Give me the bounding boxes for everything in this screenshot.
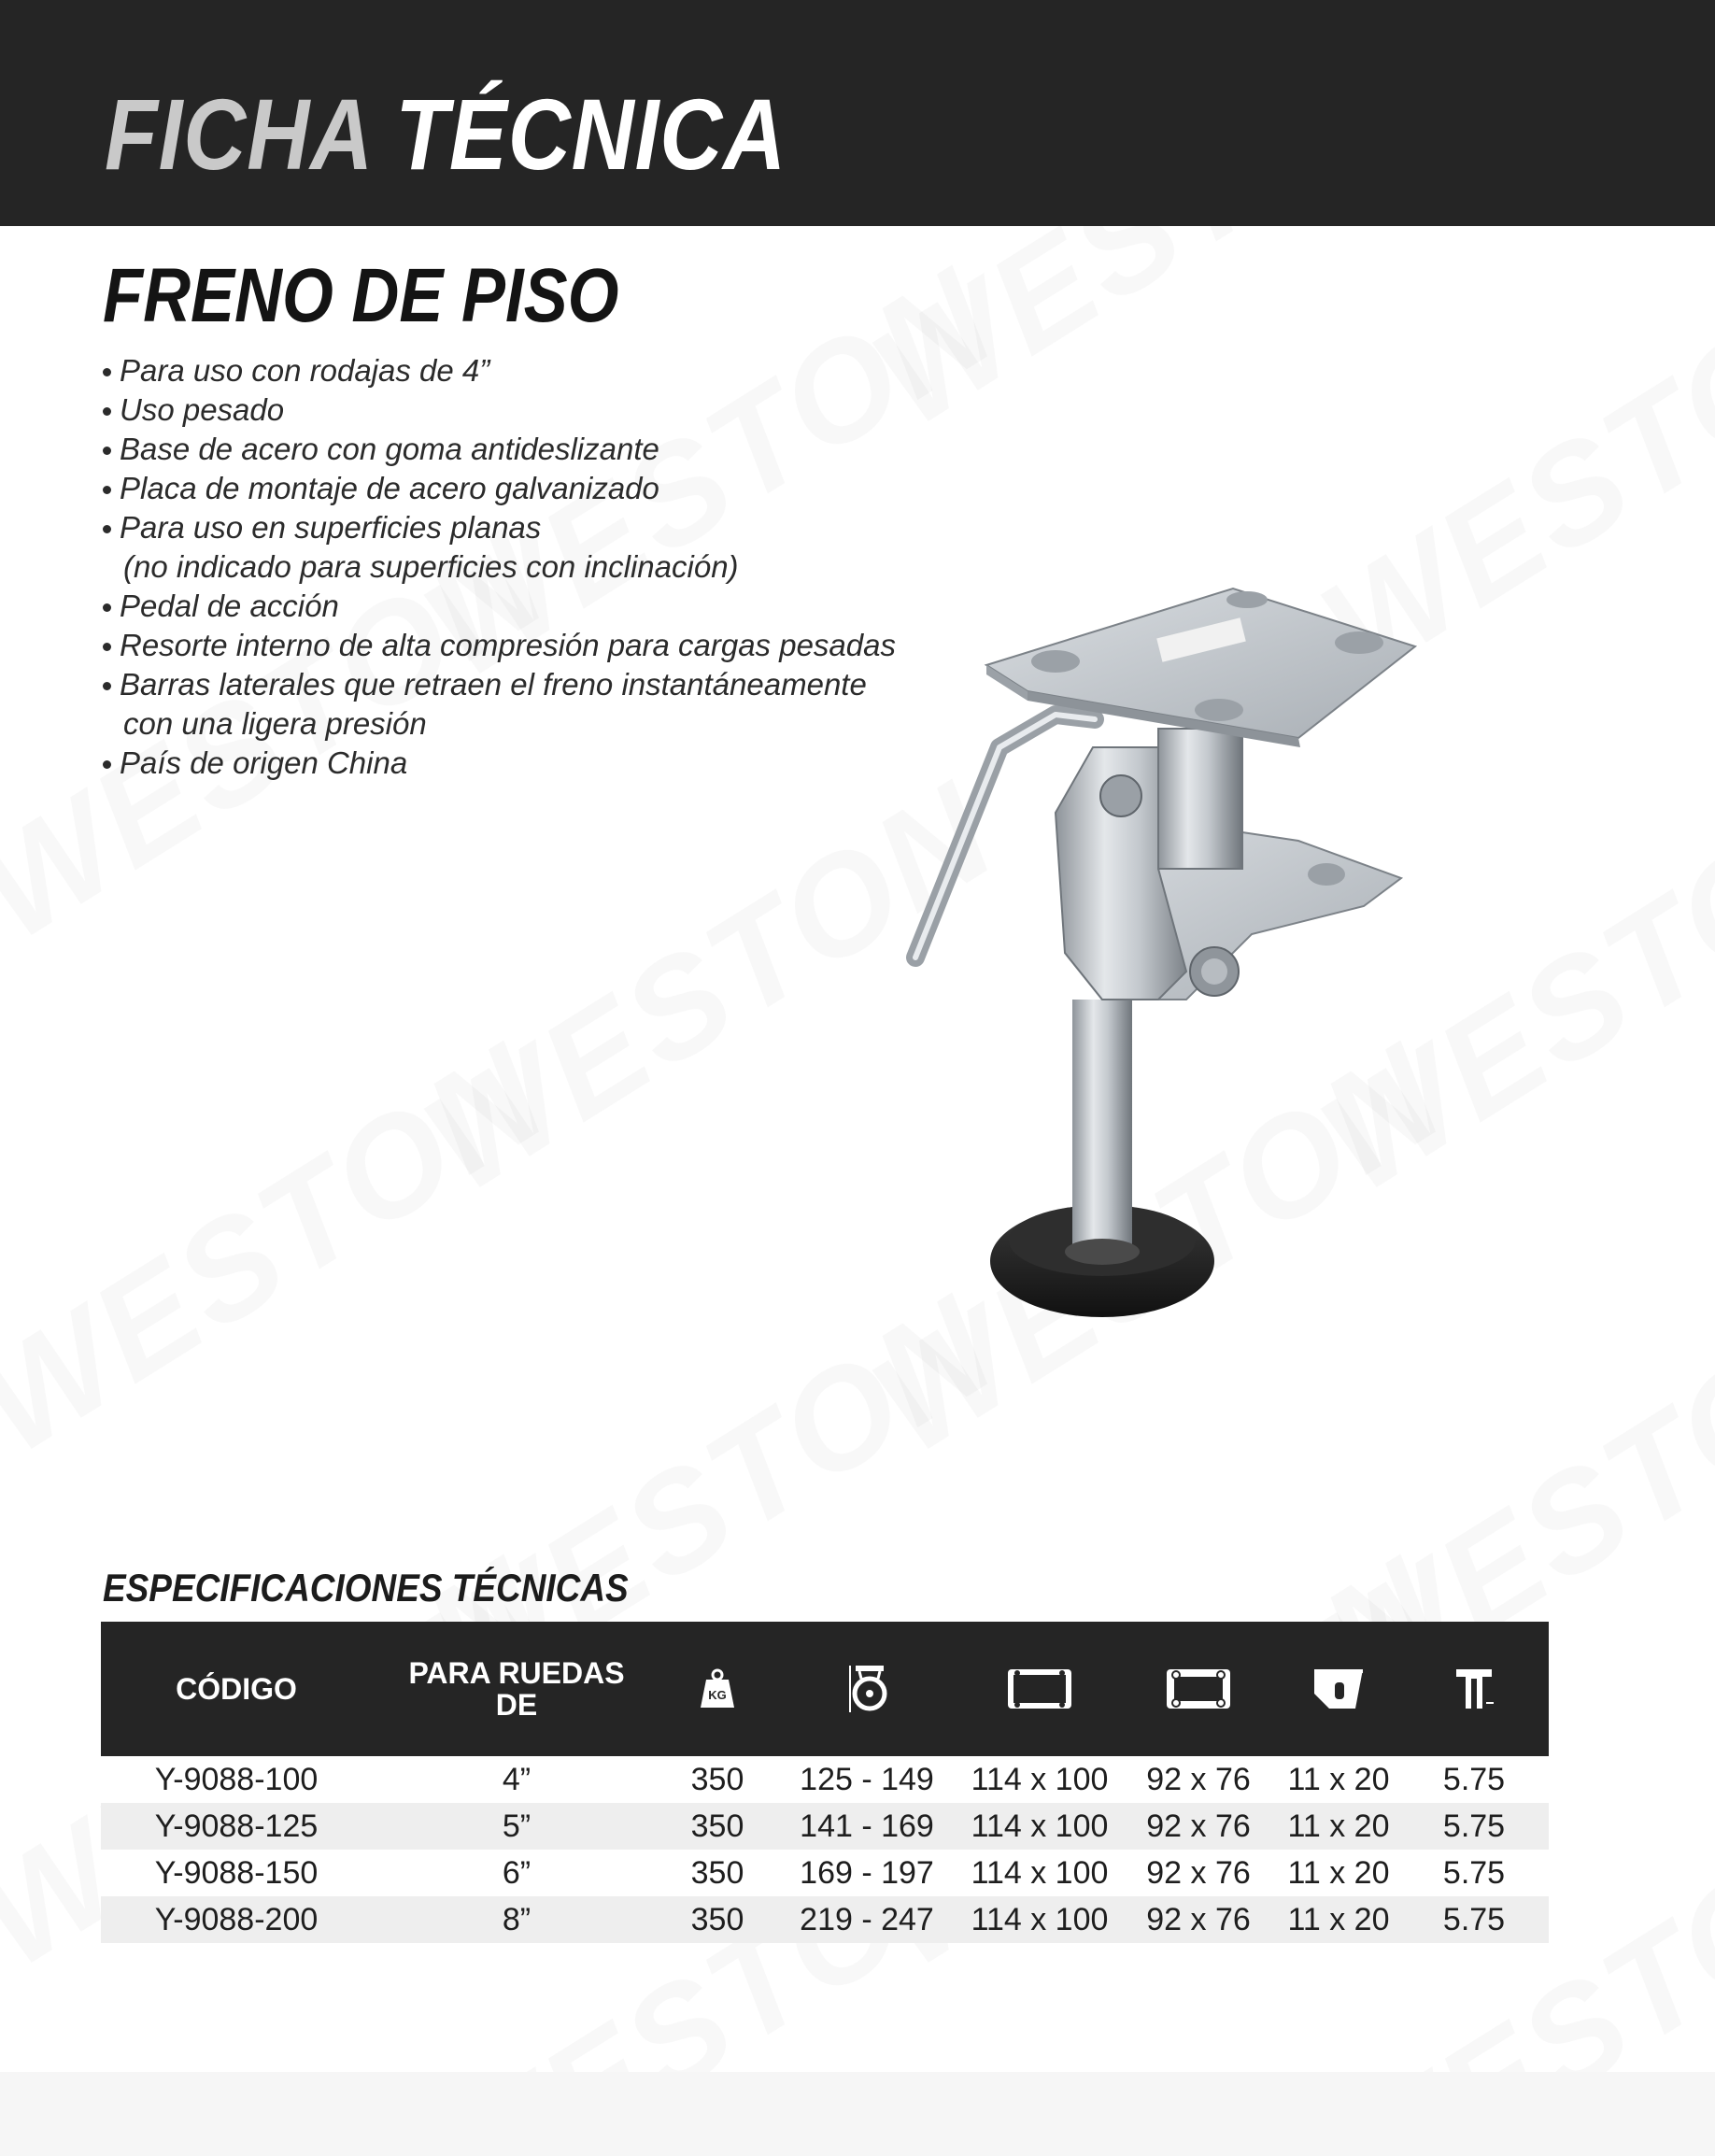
cell-barrenos: 92 x 76 [1146,1808,1251,1844]
feature-item-continuation: (no indicado para superficies con inclinación) [123,549,739,584]
table-row [101,1896,1549,1943]
cell-barreno: 11 x 20 [1287,1854,1390,1891]
specs-title: ESPECIFICACIONES TÉCNICAS [103,1566,629,1610]
table-row [101,1850,1549,1896]
cell-ruedas: 4” [502,1761,532,1797]
feature-item: Base de acero con goma antideslizante [101,430,896,469]
bolt-spacing-icon [1165,1666,1232,1712]
cell-ruedas: 5” [502,1808,532,1844]
header-bar [0,0,1715,226]
cell-capacidad: 350 [690,1761,744,1797]
feature-list [101,351,896,783]
table-row [101,1756,1549,1803]
feature-item: Barras laterales que retraen el freno instantáneamente [101,665,896,704]
table-header-row [101,1622,1549,1756]
cell-espesor: 5.75 [1442,1761,1506,1797]
top-plate-icon [1006,1666,1073,1712]
col-header-para-ruedas [372,1622,661,1756]
floor-brake-product-image [878,560,1551,1383]
bolt-hole-icon [1312,1666,1365,1712]
feature-item: Uso pesado [101,390,896,430]
cell-espesor: 5.75 [1442,1901,1506,1937]
cell-altura: 219 - 247 [800,1901,934,1937]
feature-item: Resorte interno de alta compresión para cargas pesadas [101,626,896,665]
col-header-codigo: CÓDIGO [176,1672,297,1706]
cell-placa: 114 x 100 [971,1854,1109,1891]
cell-espesor: 5.75 [1442,1808,1506,1844]
cell-capacidad: 350 [690,1808,744,1844]
page-title-word-2: TÉCNICA [395,78,787,191]
col-header-weight [661,1622,773,1756]
col-header-top-plate [960,1622,1119,1756]
plate-thickness-icon [1453,1666,1495,1712]
feature-item-continuation: con una ligera presión [123,706,427,741]
cell-espesor: 5.75 [1442,1854,1506,1891]
col-header-para-ruedas-line2: DE [495,1688,538,1722]
cell-barreno: 11 x 20 [1287,1901,1390,1937]
cell-ruedas: 8” [502,1901,532,1937]
col-header-wheel-height [773,1622,960,1756]
cell-ruedas: 6” [502,1854,532,1891]
cell-altura: 169 - 197 [800,1854,934,1891]
cell-codigo: Y-9088-200 [154,1901,319,1937]
cell-barrenos: 92 x 76 [1146,1854,1251,1891]
cell-codigo: Y-9088-150 [154,1854,319,1891]
cell-placa: 114 x 100 [971,1808,1109,1844]
feature-item: Pedal de acción [101,587,896,626]
cell-codigo: Y-9088-100 [154,1761,319,1797]
page-title-word-1: FICHA [105,78,371,191]
cell-altura: 125 - 149 [800,1761,934,1797]
feature-item: Para uso con rodajas de 4” [101,351,896,390]
col-header-bolt-hole [1278,1622,1399,1756]
kg-badge: KG [708,1688,727,1702]
feature-item: Placa de montaje de acero galvanizado [101,469,896,508]
cell-placa: 114 x 100 [971,1901,1109,1937]
col-header-plate-thickness [1399,1622,1549,1756]
page-title [105,78,787,191]
footer-band [0,2072,1715,2156]
feature-item: País de origen China [101,744,896,783]
feature-item: Para uso en superficies planas [101,508,896,547]
cell-capacidad: 350 [690,1854,744,1891]
cell-codigo: Y-9088-125 [154,1808,319,1844]
cell-capacidad: 350 [690,1901,744,1937]
weight-kg-icon [699,1668,736,1709]
cell-barreno: 11 x 20 [1287,1808,1390,1844]
wheel-height-icon [846,1664,887,1714]
specs-table [101,1622,1549,1943]
cell-barrenos: 92 x 76 [1146,1761,1251,1797]
table-row [101,1803,1549,1850]
col-header-para-ruedas-line1: PARA RUEDAS [408,1656,625,1690]
cell-barrenos: 92 x 76 [1146,1901,1251,1937]
col-header-bolt-spacing [1119,1622,1278,1756]
product-title: FRENO DE PISO [103,253,619,338]
cell-altura: 141 - 169 [800,1808,934,1844]
cell-barreno: 11 x 20 [1287,1761,1390,1797]
cell-placa: 114 x 100 [971,1761,1109,1797]
